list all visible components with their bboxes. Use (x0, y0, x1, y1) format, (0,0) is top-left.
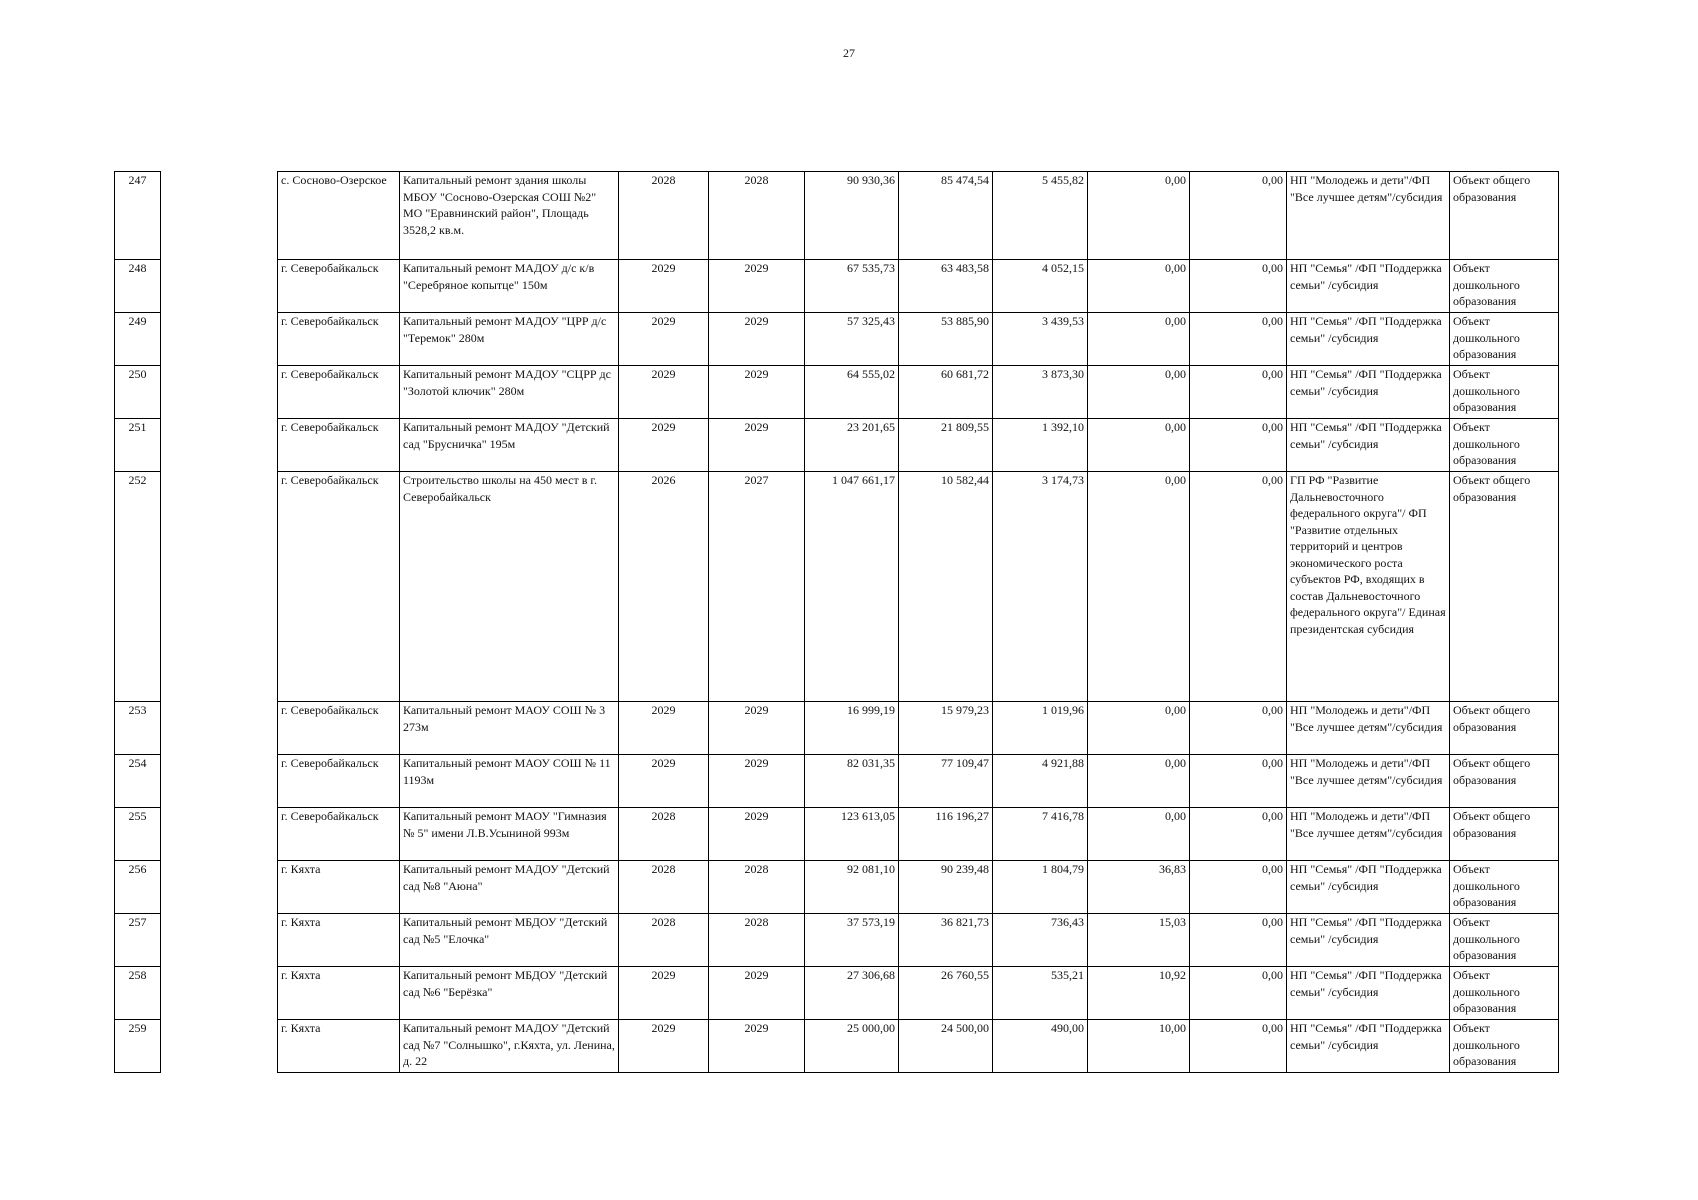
year-end-cell: 2029 (709, 313, 805, 366)
regional-amount-cell: 1 019,96 (993, 702, 1088, 755)
object-type-cell: Объект общего образования (1450, 808, 1559, 861)
year-start-cell: 2029 (619, 366, 709, 419)
row-number: 249 (115, 313, 161, 366)
row-number: 251 (115, 419, 161, 472)
municipal-amount-cell: 0,00 (1088, 755, 1190, 808)
year-start-cell: 2028 (619, 808, 709, 861)
object-type-cell: Объект общего образования (1450, 472, 1559, 702)
spacer-cell (161, 172, 278, 260)
program-cell: НП "Семья" /ФП "Поддержка семьи" /субсидия (1287, 313, 1450, 366)
spacer-cell (161, 1020, 278, 1073)
year-start-cell: 2029 (619, 1020, 709, 1073)
row-number: 248 (115, 260, 161, 313)
regional-amount-cell: 535,21 (993, 967, 1088, 1020)
locality-cell: г. Северобайкальск (278, 472, 400, 702)
year-start-cell: 2028 (619, 861, 709, 914)
spacer-cell (161, 914, 278, 967)
municipal-amount-cell: 0,00 (1088, 808, 1190, 861)
program-cell: НП "Семья" /ФП "Поддержка семьи" /субсидия (1287, 260, 1450, 313)
table-row (115, 366, 1559, 419)
spacer-cell (161, 366, 278, 419)
object-name-cell: Капитальный ремонт МАДОУ "Детский сад №7 "Солнышко", г.Кяхта, ул. Ленина, д. 22 (400, 1020, 619, 1073)
object-name-cell: Капитальный ремонт МАОУ СОШ № 3 273м (400, 702, 619, 755)
federal-amount-cell: 116 196,27 (899, 808, 993, 861)
object-type-cell: Объект общего образования (1450, 755, 1559, 808)
total-amount-cell: 90 930,36 (805, 172, 899, 260)
object-name-cell: Капитальный ремонт МАОУ "Гимназия № 5" имени Л.В.Усыниной 993м (400, 808, 619, 861)
year-end-cell: 2029 (709, 755, 805, 808)
total-amount-cell: 123 613,05 (805, 808, 899, 861)
regional-amount-cell: 3 174,73 (993, 472, 1088, 702)
page-number: 27 (843, 46, 855, 60)
object-type-cell: Объект дошкольного образования (1450, 861, 1559, 914)
object-name-cell: Капитальный ремонт МАДОУ "ЦРР д/с "Теремок" 280м (400, 313, 619, 366)
regional-amount-cell: 3 873,30 (993, 366, 1088, 419)
program-cell: НП "Молодежь и дети"/ФП "Все лучшее детям"/субсидия (1287, 808, 1450, 861)
other-amount-cell: 0,00 (1190, 419, 1287, 472)
federal-amount-cell: 53 885,90 (899, 313, 993, 366)
federal-amount-cell: 60 681,72 (899, 366, 993, 419)
other-amount-cell: 0,00 (1190, 472, 1287, 702)
table-row (115, 808, 1559, 861)
row-number: 253 (115, 702, 161, 755)
total-amount-cell: 27 306,68 (805, 967, 899, 1020)
municipal-amount-cell: 10,92 (1088, 967, 1190, 1020)
object-type-cell: Объект дошкольного образования (1450, 967, 1559, 1020)
federal-amount-cell: 63 483,58 (899, 260, 993, 313)
regional-amount-cell: 4 921,88 (993, 755, 1088, 808)
row-number: 247 (115, 172, 161, 260)
municipal-amount-cell: 0,00 (1088, 472, 1190, 702)
federal-amount-cell: 36 821,73 (899, 914, 993, 967)
other-amount-cell: 0,00 (1190, 861, 1287, 914)
table-row (115, 702, 1559, 755)
program-cell: НП "Молодежь и дети"/ФП "Все лучшее детям"/субсидия (1287, 755, 1450, 808)
federal-amount-cell: 90 239,48 (899, 861, 993, 914)
table-row (115, 472, 1559, 702)
year-end-cell: 2029 (709, 967, 805, 1020)
table-row (115, 914, 1559, 967)
table-row (115, 260, 1559, 313)
object-name-cell: Строительство школы на 450 мест в г. Северобайкальск (400, 472, 619, 702)
total-amount-cell: 64 555,02 (805, 366, 899, 419)
locality-cell: с. Сосново-Озерское (278, 172, 400, 260)
total-amount-cell: 92 081,10 (805, 861, 899, 914)
locality-cell: г. Северобайкальск (278, 702, 400, 755)
total-amount-cell: 37 573,19 (805, 914, 899, 967)
table-row (115, 967, 1559, 1020)
total-amount-cell: 67 535,73 (805, 260, 899, 313)
program-cell: НП "Молодежь и дети"/ФП "Все лучшее детям"/субсидия (1287, 172, 1450, 260)
regional-amount-cell: 1 804,79 (993, 861, 1088, 914)
locality-cell: г. Северобайкальск (278, 260, 400, 313)
row-number: 254 (115, 755, 161, 808)
program-cell: НП "Молодежь и дети"/ФП "Все лучшее детям"/субсидия (1287, 702, 1450, 755)
object-name-cell: Капитальный ремонт МАДОУ "Детский сад №8 "Аюна" (400, 861, 619, 914)
other-amount-cell: 0,00 (1190, 260, 1287, 313)
year-start-cell: 2026 (619, 472, 709, 702)
object-type-cell: Объект дошкольного образования (1450, 260, 1559, 313)
other-amount-cell: 0,00 (1190, 967, 1287, 1020)
year-end-cell: 2029 (709, 1020, 805, 1073)
federal-amount-cell: 26 760,55 (899, 967, 993, 1020)
federal-amount-cell: 15 979,23 (899, 702, 993, 755)
locality-cell: г. Кяхта (278, 1020, 400, 1073)
program-cell: НП "Семья" /ФП "Поддержка семьи" /субсидия (1287, 967, 1450, 1020)
year-start-cell: 2029 (619, 260, 709, 313)
program-cell: НП "Семья" /ФП "Поддержка семьи" /субсидия (1287, 419, 1450, 472)
object-name-cell: Капитальный ремонт МАОУ СОШ № 11 1193м (400, 755, 619, 808)
object-name-cell: Капитальный ремонт МБДОУ "Детский сад №6 "Берёзка" (400, 967, 619, 1020)
municipal-amount-cell: 0,00 (1088, 366, 1190, 419)
year-end-cell: 2028 (709, 861, 805, 914)
year-end-cell: 2027 (709, 472, 805, 702)
year-end-cell: 2028 (709, 914, 805, 967)
other-amount-cell: 0,00 (1190, 366, 1287, 419)
spacer-cell (161, 472, 278, 702)
year-start-cell: 2028 (619, 172, 709, 260)
spacer-cell (161, 260, 278, 313)
program-cell: НП "Семья" /ФП "Поддержка семьи" /субсидия (1287, 1020, 1450, 1073)
regional-amount-cell: 736,43 (993, 914, 1088, 967)
object-type-cell: Объект дошкольного образования (1450, 1020, 1559, 1073)
object-type-cell: Объект общего образования (1450, 702, 1559, 755)
locality-cell: г. Кяхта (278, 967, 400, 1020)
table-row (115, 313, 1559, 366)
spacer-cell (161, 808, 278, 861)
municipal-amount-cell: 0,00 (1088, 260, 1190, 313)
object-type-cell: Объект общего образования (1450, 172, 1559, 260)
object-name-cell: Капитальный ремонт МАДОУ "СЦРР дс "Золотой ключик" 280м (400, 366, 619, 419)
other-amount-cell: 0,00 (1190, 313, 1287, 366)
total-amount-cell: 82 031,35 (805, 755, 899, 808)
program-cell: НП "Семья" /ФП "Поддержка семьи" /субсидия (1287, 861, 1450, 914)
locality-cell: г. Кяхта (278, 861, 400, 914)
year-start-cell: 2029 (619, 313, 709, 366)
locality-cell: г. Северобайкальск (278, 808, 400, 861)
row-number: 259 (115, 1020, 161, 1073)
year-start-cell: 2029 (619, 702, 709, 755)
total-amount-cell: 1 047 661,17 (805, 472, 899, 702)
object-type-cell: Объект дошкольного образования (1450, 313, 1559, 366)
locality-cell: г. Северобайкальск (278, 755, 400, 808)
row-number: 255 (115, 808, 161, 861)
total-amount-cell: 57 325,43 (805, 313, 899, 366)
table-row (115, 419, 1559, 472)
object-name-cell: Капитальный ремонт МБДОУ "Детский сад №5 "Елочка" (400, 914, 619, 967)
year-start-cell: 2029 (619, 755, 709, 808)
other-amount-cell: 0,00 (1190, 172, 1287, 260)
regional-amount-cell: 490,00 (993, 1020, 1088, 1073)
year-end-cell: 2029 (709, 702, 805, 755)
regional-amount-cell: 5 455,82 (993, 172, 1088, 260)
regional-amount-cell: 1 392,10 (993, 419, 1088, 472)
table-row (115, 172, 1559, 260)
spacer-cell (161, 702, 278, 755)
regional-amount-cell: 7 416,78 (993, 808, 1088, 861)
program-cell: НП "Семья" /ФП "Поддержка семьи" /субсидия (1287, 914, 1450, 967)
object-name-cell: Капитальный ремонт МАДОУ "Детский сад "Брусничка" 195м (400, 419, 619, 472)
municipal-amount-cell: 15,03 (1088, 914, 1190, 967)
row-number: 256 (115, 861, 161, 914)
locality-cell: г. Северобайкальск (278, 313, 400, 366)
row-number: 258 (115, 967, 161, 1020)
object-name-cell: Капитальный ремонт здания школы МБОУ "Сосново-Озерская СОШ №2" МО "Еравнинский район", Площадь 3528,2 кв.м. (400, 172, 619, 260)
spacer-cell (161, 419, 278, 472)
total-amount-cell: 16 999,19 (805, 702, 899, 755)
municipal-amount-cell: 10,00 (1088, 1020, 1190, 1073)
municipal-amount-cell: 0,00 (1088, 419, 1190, 472)
spacer-cell (161, 967, 278, 1020)
object-type-cell: Объект дошкольного образования (1450, 914, 1559, 967)
federal-amount-cell: 77 109,47 (899, 755, 993, 808)
other-amount-cell: 0,00 (1190, 755, 1287, 808)
row-number: 250 (115, 366, 161, 419)
object-type-cell: Объект дошкольного образования (1450, 366, 1559, 419)
locality-cell: г. Кяхта (278, 914, 400, 967)
federal-amount-cell: 10 582,44 (899, 472, 993, 702)
federal-amount-cell: 21 809,55 (899, 419, 993, 472)
year-end-cell: 2028 (709, 172, 805, 260)
table-row (115, 861, 1559, 914)
program-cell: ГП РФ "Развитие Дальневосточного федерального округа"/ ФП "Развитие отдельных территорий и центров экономического роста субъектов РФ, входящих в состав Дальневосточного федерального округа"/ Единая президентская субсидия (1287, 472, 1450, 702)
federal-amount-cell: 85 474,54 (899, 172, 993, 260)
locality-cell: г. Северобайкальск (278, 366, 400, 419)
table-row (115, 755, 1559, 808)
object-name-cell: Капитальный ремонт МАДОУ д/с к/в "Серебряное копытце" 150м (400, 260, 619, 313)
spacer-cell (161, 755, 278, 808)
other-amount-cell: 0,00 (1190, 702, 1287, 755)
other-amount-cell: 0,00 (1190, 914, 1287, 967)
program-cell: НП "Семья" /ФП "Поддержка семьи" /субсидия (1287, 366, 1450, 419)
regional-amount-cell: 3 439,53 (993, 313, 1088, 366)
year-start-cell: 2029 (619, 967, 709, 1020)
municipal-amount-cell: 0,00 (1088, 172, 1190, 260)
federal-amount-cell: 24 500,00 (899, 1020, 993, 1073)
locality-cell: г. Северобайкальск (278, 419, 400, 472)
total-amount-cell: 25 000,00 (805, 1020, 899, 1073)
other-amount-cell: 0,00 (1190, 808, 1287, 861)
municipal-amount-cell: 0,00 (1088, 702, 1190, 755)
total-amount-cell: 23 201,65 (805, 419, 899, 472)
spacer-cell (161, 313, 278, 366)
spacer-cell (161, 861, 278, 914)
table-row (115, 1020, 1559, 1073)
year-end-cell: 2029 (709, 419, 805, 472)
municipal-amount-cell: 0,00 (1088, 313, 1190, 366)
budget-table (114, 171, 1559, 1073)
row-number: 257 (115, 914, 161, 967)
other-amount-cell: 0,00 (1190, 1020, 1287, 1073)
year-start-cell: 2028 (619, 914, 709, 967)
year-end-cell: 2029 (709, 260, 805, 313)
year-end-cell: 2029 (709, 808, 805, 861)
municipal-amount-cell: 36,83 (1088, 861, 1190, 914)
year-start-cell: 2029 (619, 419, 709, 472)
regional-amount-cell: 4 052,15 (993, 260, 1088, 313)
object-type-cell: Объект дошкольного образования (1450, 419, 1559, 472)
row-number: 252 (115, 472, 161, 702)
year-end-cell: 2029 (709, 366, 805, 419)
